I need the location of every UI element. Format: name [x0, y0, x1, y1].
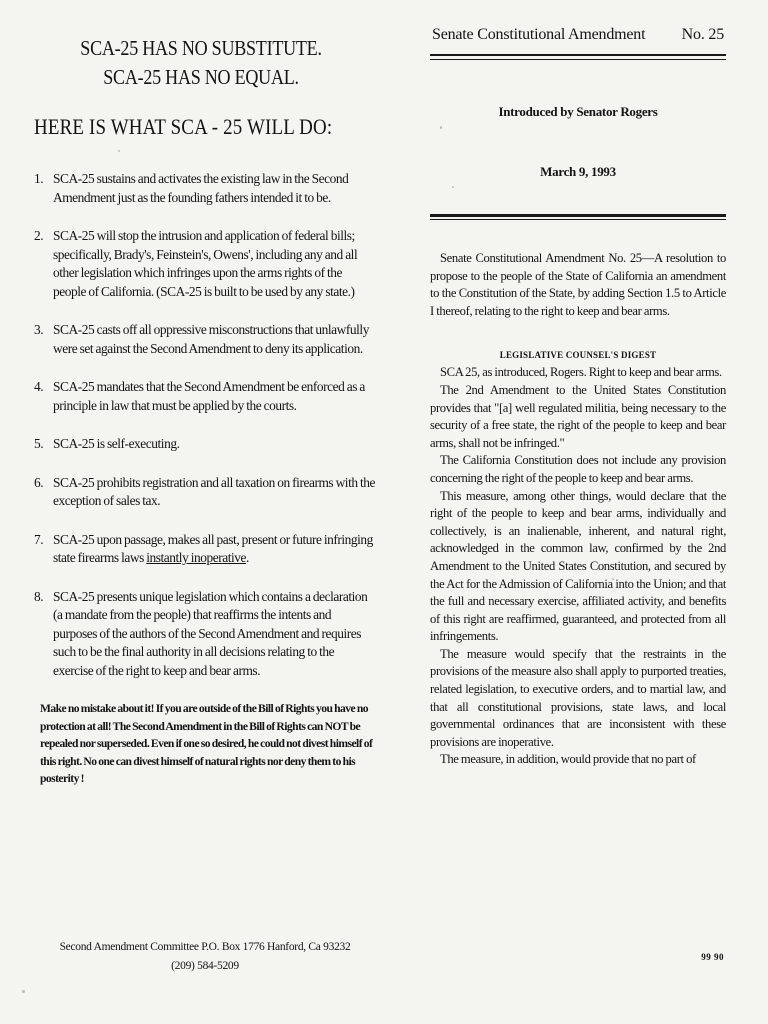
digest-paragraph: The 2nd Amendment to the United States Constitution provides that "[a] well regulated militia, being necessary to the security of a free state, the right of the people to keep and bear arms, shall not be infringed.": [430, 382, 726, 450]
item-text: SCA-25 presents unique legislation which contains a declaration (a mandate from the people) that reaffirms the intents and purposes of the authors of the Second Amendment and requires such to be the final authority in all decisions relating to the exercise of the right to keep and bear arms.: [53, 588, 368, 678]
list-item: [34, 435, 376, 454]
list-item: [34, 474, 376, 511]
masthead-number: No. 25: [681, 26, 724, 43]
resolution-paragraph: Senate Constitutional Amendment No. 25—A resolution to propose to the people of the State of California an amendment to the Constitution of the State, by adding Section 1.5 to Article I thereof, relating to the right to keep and bear arms.: [430, 251, 726, 318]
list-item: [34, 227, 376, 301]
scan-speck: [296, 176, 298, 178]
item-text: SCA-25 mandates that the Second Amendment be enforced as a principle in law that must be applied by the courts.: [53, 379, 365, 413]
digest-paragraph: SCA 25, as introduced, Rogers. Right to keep and bear arms.: [440, 365, 722, 380]
page-number: 99 90: [701, 952, 724, 962]
scan-speck: [612, 578, 614, 580]
item-number: 2.: [34, 228, 44, 243]
introduction-date: March 9, 1993: [540, 164, 616, 179]
digest-paragraph: This measure, among other things, would declare that the right of the people to keep and bear arms, individually and collectively, is an inalienable, inherent, and natural right, acknowledged in the common law, confirmed by the 2nd Amendment to the United States Constitution, and secured by the Act for the Admission of California into the Union; and that the full and necessary exercise, affiliated activity, and benefits of this right are reaffirmed, guaranteed, and protected from all infringements.: [430, 488, 726, 644]
item-number: 7.: [34, 531, 44, 547]
headline-line-2: SCA-25 HAS NO EQUAL.: [103, 65, 299, 89]
item-text: SCA-25 prohibits registration and all taxation on firearms with the exception of sales tax.: [53, 474, 375, 508]
masthead-title: Senate Constitutional Amendment: [432, 26, 646, 43]
flyer-column: [34, 34, 376, 799]
date-rule: [430, 214, 726, 220]
item-text: SCA-25 will stop the intrusion and application of federal bills; specifically, Brady's, Feinstein's, Owens', including any and all other legislation which infringes upon the arms rights of the people of California. (SCA-25 is built to be used by any state.): [53, 228, 358, 299]
digest-paragraph: The California Constitution does not include any provision concerning the right of the people to keep and bear arms.: [430, 453, 726, 485]
item-number: 4.: [34, 379, 44, 394]
list-item: [34, 378, 376, 415]
item-number: 1.: [34, 171, 44, 186]
list-item: [34, 170, 376, 207]
list-item: [34, 531, 376, 568]
scan-speck: [440, 126, 442, 129]
digest-title: LEGISLATIVE COUNSEL'S DIGEST: [499, 350, 657, 361]
list-item: [34, 588, 376, 681]
digest-paragraph: The measure, in addition, would provide that no part of: [440, 752, 696, 767]
committee-phone: (209) 584-5209: [171, 960, 239, 972]
bill-of-rights-warning: Make no mistake about it! If you are outside of the Bill of Rights you have no protection at all! The Second Amendment in the Bill of Rights can NOT be repealed nor superseded. Even if one so desired, he could not divest himself of this right. No one can divest himself of natural rights nor deny them to his posterity !: [40, 702, 373, 785]
digest-paragraph: The measure would specify that the restraints in the provisions of the measure also shall apply to purported treaties, related legislation, to executive orders, and to martial law, and that all constitutional provisions, state laws, and local governmental ordinances that are inconsistent with these provisions are inoperative.: [430, 646, 726, 749]
headline-line-1: SCA-25 HAS NO SUBSTITUTE.: [80, 36, 322, 60]
item-text-before: SCA-25 upon passage, makes all past, present or future infringing state firearms laws: [53, 531, 373, 565]
item-number: 5.: [34, 436, 44, 451]
amendment-masthead: [430, 26, 726, 44]
item-number: 8.: [34, 588, 44, 604]
amendment-column: [430, 26, 726, 769]
masthead-rule: [430, 54, 726, 60]
item-text: SCA-25 is self-executing.: [53, 436, 180, 451]
item-text: SCA-25 casts off all oppressive misconstructions that unlawfully were set against the Second Amendment to deny its application.: [53, 322, 369, 356]
committee-address: Second Amendment Committee P.O. Box 1776 Hanford, Ca 93232: [59, 941, 351, 953]
introduced-by: Introduced by Senator Rogers: [498, 104, 658, 119]
digest-body: [430, 364, 726, 769]
scan-speck: [118, 150, 120, 152]
flyer-subhead: HERE IS WHAT SCA - 25 WILL DO:: [34, 114, 333, 139]
item-number: 6.: [34, 474, 44, 490]
item-number: 3.: [34, 322, 44, 337]
item-text: [53, 531, 376, 568]
scan-speck: [22, 990, 25, 993]
list-item: [34, 321, 376, 358]
committee-contact-footer: [34, 938, 376, 976]
item-text-after: .: [246, 550, 249, 565]
flyer-headline: [51, 34, 352, 92]
item-text-underlined: instantly inoperative: [146, 550, 247, 565]
item-text: SCA-25 sustains and activates the existing law in the Second Amendment just as the founding fathers intended it to be.: [53, 171, 349, 205]
sca25-points-list: [34, 170, 376, 680]
scan-speck: [452, 186, 454, 188]
